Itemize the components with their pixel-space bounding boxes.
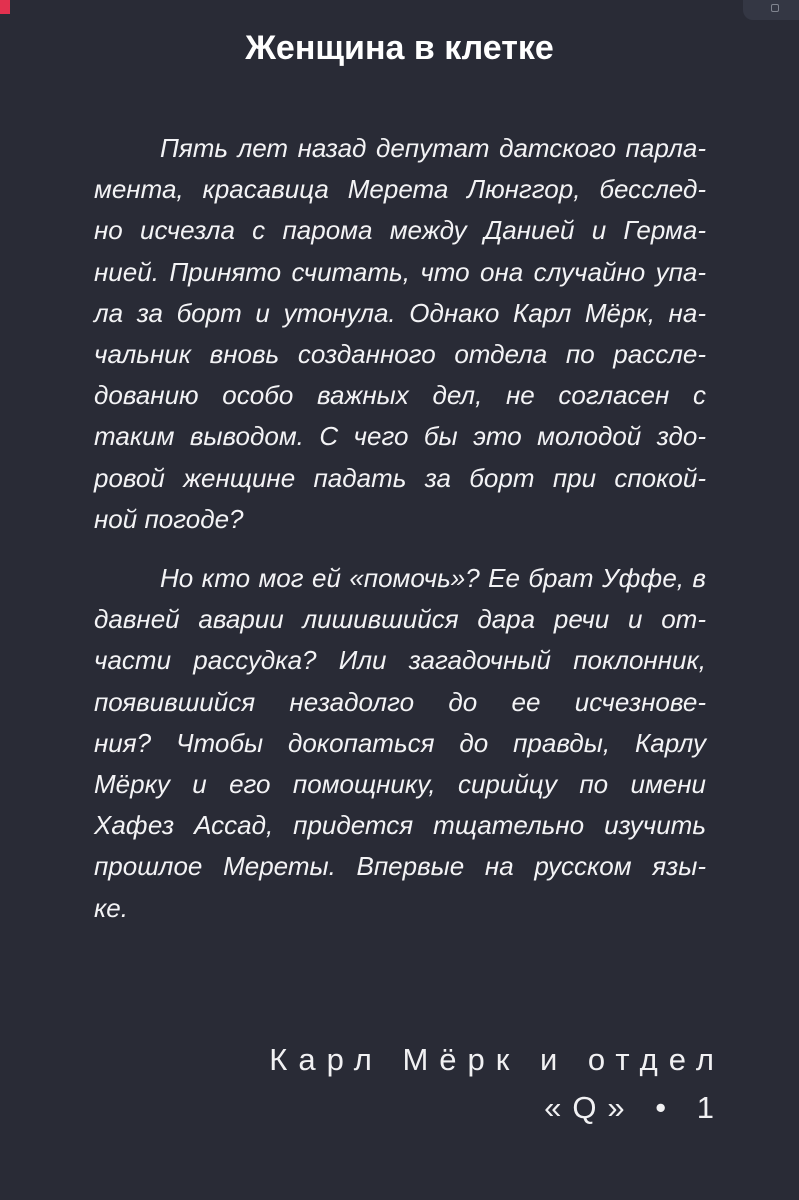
accent-marker (0, 0, 10, 14)
annotation-paragraph-2 (94, 558, 706, 929)
annotation-line: таким выводом. С чего бы это молодой здо- (94, 421, 706, 452)
annotation-line: ния? Чтобы докопаться до правды, Карлу (94, 727, 706, 758)
annotation-line: мента, красавица Мерета Люнггор, бесслед- (94, 174, 706, 205)
corner-square-icon (771, 4, 779, 12)
book-annotation (94, 128, 706, 929)
annotation-line: но исчезла с парома между Данией и Герма- (94, 215, 706, 246)
series-name: Карл Мёрк и отдел (269, 1042, 725, 1077)
annotation-line: ровой женщине падать за борт при спокой- (94, 462, 706, 493)
annotation-line: ной погоде? (94, 503, 244, 534)
annotation-line: чальник вновь созданного отдела по рассле- (94, 339, 706, 370)
annotation-line: прошлое Мереты. Впервые на русском язы- (94, 851, 706, 882)
page-title: Женщина в клетке (245, 29, 554, 67)
annotation-line: появившийся незадолго до ее исчезнове- (94, 686, 706, 717)
annotation-line: части рассудка? Или загадочный поклонник, (94, 645, 706, 676)
annotation-line: дованию особо важных дел, не согласен с (94, 380, 706, 411)
annotation-line: ке. (94, 892, 128, 923)
annotation-line: нией. Принято считать, что она случайно упа- (94, 256, 706, 287)
series-number: «Q» • 1 (544, 1090, 725, 1125)
annotation-line: Хафез Ассад, придется тщательно изучить (94, 810, 706, 841)
annotation-line: давней аварии лишившийся дара речи и от- (94, 604, 706, 635)
annotation-line: ла за борт и утонула. Однако Карл Мёрк, на- (94, 297, 706, 328)
series-label (269, 1036, 725, 1132)
corner-tab[interactable] (743, 0, 799, 20)
annotation-line: Пять лет назад депутат датского парла- (160, 133, 706, 163)
annotation-paragraph-1 (94, 128, 706, 540)
annotation-line: Но кто мог ей «помочь»? Ее брат Уффе, в (160, 563, 706, 594)
annotation-line: Мёрку и его помощнику, сирийцу по имени (94, 769, 706, 800)
